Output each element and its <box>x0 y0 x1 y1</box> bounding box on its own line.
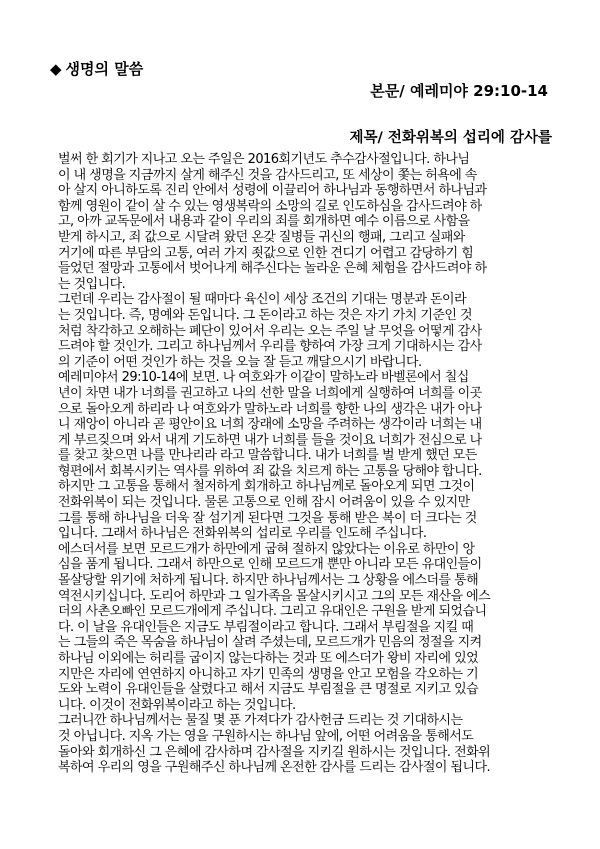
body-line: 것 아닙니다. 지옥 가는 영을 구원하시는 하나님 앞에, 어떤 어려움을 통해서도 <box>58 728 474 744</box>
body-line: 몰살당할 위기에 처하게 됩니다. 하지만 하나님께서는 그 상황을 에스더를 통해 <box>58 573 479 589</box>
section-heading <box>50 58 143 79</box>
body-line: 니 재앙이 아니라 곧 평안이요 너희 장래에 소망을 주려하는 생각이라 너희는 내 <box>58 417 482 433</box>
body-line: 하지만 그 고통을 통해서 철저하게 회개하고 하나님께로 돌아오게 되면 그것이 <box>58 479 475 495</box>
body-line: 니다. 이것이 전화위복이라고 하는 것입니다. <box>58 697 296 713</box>
body-line: 를 찾고 찾으면 나를 만나리라 라고 말씀합니다. 내가 너희를 벌 받게 했던 모든 <box>58 448 477 464</box>
body-line: 돌아와 회개하신 그 은혜에 감사하며 감사절을 지키길 원하시는 것입니다. 전화위 <box>58 744 491 760</box>
body-line: 형편에서 회복시키는 역사를 위하여 죄 값을 치르게 하는 고통을 당해야 합니다. <box>58 463 482 479</box>
diamond-bullet-icon: ◆ <box>50 60 62 78</box>
body-line: 복하여 우리의 영을 구원해주신 하나님께 온전한 감사를 드리는 감사절이 됩니다. <box>58 760 491 776</box>
sermon-body <box>58 152 548 776</box>
body-line: 함께 영원이 같이 살 수 있는 영생복락의 소망의 길로 인도하심을 감사드려야 하 <box>58 198 482 214</box>
body-line: 하나님 이외에는 허리를 굽이지 않는다하는 것과 또 에스더가 왕비 자리에 있었 <box>58 651 479 666</box>
body-line: 다. 이 날을 유대인들은 지금도 부림절이라고 합니다. 그래서 부림절을 지킬 때 <box>58 619 474 635</box>
body-line: 으로 돌아오게 하리라 나 여호와가 말하노라 너희를 향한 나의 생각은 내가 아나 <box>58 401 482 417</box>
body-line: 벌써 한 회기가 지나고 오는 주일은 2016회기년도 추수감사절입니다. 하나님 <box>58 152 470 167</box>
body-line: 그런데 우리는 감사절이 될 때마다 육신이 세상 조건의 기대는 명분과 돈이라 <box>58 292 467 308</box>
scripture-reference: 본문/ 예레미야 29:10-14 <box>370 82 548 100</box>
body-line: 그를 통해 하나님을 더욱 잘 섬기게 된다면 그것을 통해 받은 복이 더 크다는 것 <box>58 510 477 526</box>
body-line: 더의 사촌오빠인 모르드개에게 주십니다. 그리고 유대인은 구원을 받게 되었습니 <box>58 604 487 620</box>
body-line: 입니다. 그래서 하나님은 전화위복의 섭리로 우리를 인도해 주십니다. <box>58 526 427 542</box>
body-line: 들었던 절망과 고통에서 벗어나게 해주신다는 놀라운 은혜 체험을 감사드려야 하 <box>58 261 487 277</box>
body-line: 게 부르짖으며 와서 내게 기도하면 내가 너희를 들을 것이요 너희가 전심으로 나 <box>58 432 482 448</box>
body-line: 전화위복이 되는 것입니다. 물론 고통으로 인해 잠시 어려움이 있을 수 있지만 <box>58 495 470 511</box>
body-line: 처럼 착각하고 오해하는 폐단이 있어서 우리는 오는 주일 날 무엇을 어떻게 감사 <box>58 323 482 339</box>
body-line: 예레미야서 29:10-14에 보면. 나 여호와가 이같이 말하노라 바벨론에서 칠십 <box>58 370 469 386</box>
body-line: 는 것입니다. <box>58 276 126 292</box>
body-line: 역전시키십니다. 도리어 하만과 그 일가족을 몰살시키시고 그의 모든 재산을 에스 <box>58 588 491 604</box>
sermon-title: 제목/ 전화위복의 섭리에 감사를 <box>349 130 552 146</box>
body-line: 는 그들의 죽은 목숨을 하나님이 살려 주셨는데, 모르드개가 민음의 정절을 지켜 <box>58 635 482 651</box>
body-line: 도와 노력이 유대인들을 살렸다고 해서 지금도 부림절을 큰 명절로 지키고 있습 <box>58 682 479 698</box>
body-line: 년이 차면 내가 너희를 권고하고 나의 선한 말을 너희에게 실행하여 너희를 이곳 <box>58 385 482 401</box>
body-line: 받게 하시고, 죄 값으로 시달려 왔던 온갖 질병들 귀신의 행패, 그리고 실패와 <box>58 229 465 245</box>
body-line: 의 기준이 어떤 것인가 하는 것을 오늘 잘 듣고 깨달으시기 바랍니다. <box>58 354 422 370</box>
body-line: 에스더서를 보면 모르드개가 하만에게 굽혀 절하지 않았다는 이유로 하만이 앙 <box>58 541 475 557</box>
body-line: 고, 아까 교독문에서 내용과 같이 우리의 죄를 회개하면 예수 이름으로 사함을 <box>58 214 470 230</box>
body-line: 아 살지 아니하도록 진리 안에서 성령에 이끌리어 하나님과 동행하면서 하나님과 <box>58 183 487 199</box>
body-line: 그러니깐 하나님께서는 물질 몇 푼 가져다가 감사헌금 드리는 것 기대하시는 <box>58 713 463 729</box>
body-line: 지만은 자리에 연연하지 아니하고 자기 민족의 생명을 안고 모험을 각오하는 기 <box>58 666 479 682</box>
body-line: 거기에 따른 부담의 고통, 여러 가지 죗값으로 인한 견디기 어렵고 감당하기 힘 <box>58 245 474 261</box>
heading-text: 생명의 말씀 <box>65 60 144 78</box>
body-line: 심을 품게 됩니다. 그래서 하만으로 인해 모르드개 뿐만 아니라 모든 유대인들이 <box>58 557 482 573</box>
body-line: 는 것입니다. 즉, 명예와 돈입니다. 그 돈이라고 하는 것은 자기 가치 기준인 것 <box>58 307 472 323</box>
body-line: 이 내 생명을 지금까지 살게 해주신 것을 감사드리고, 또 세상이 쫓는 허욕에 속 <box>58 167 477 183</box>
body-line: 드려야 할 것인가. 그리고 하나님께서 우리를 향하여 가장 크게 기대하시는 감사 <box>58 339 482 355</box>
